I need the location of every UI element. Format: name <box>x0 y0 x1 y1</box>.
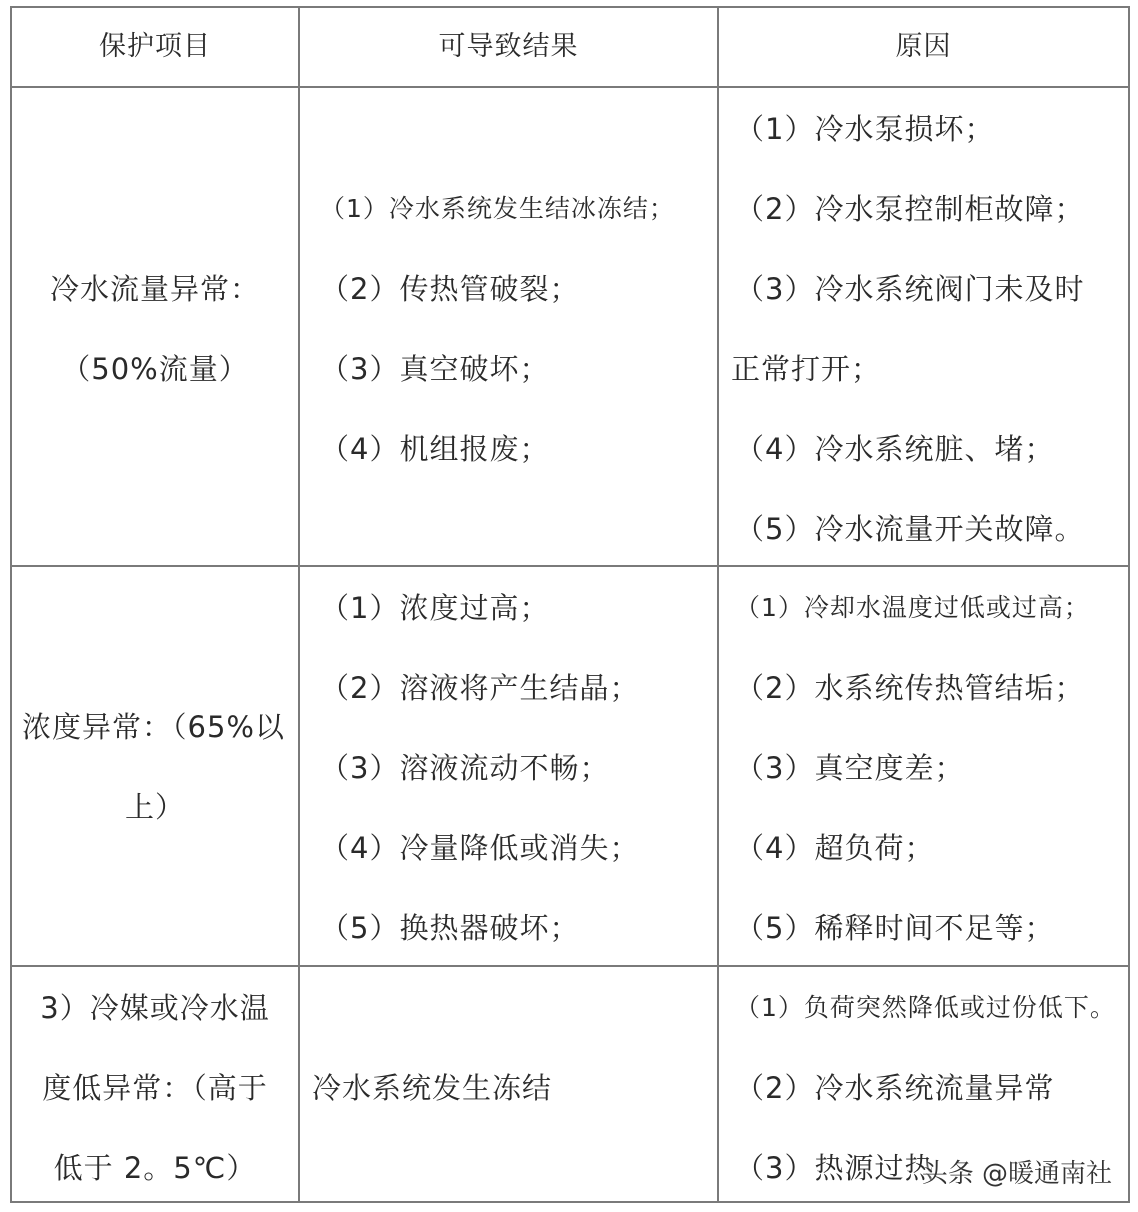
cause-text: （5）稀释时间不足等； <box>735 911 1055 945</box>
cause-text: （5）冷水流量开关故障。 <box>735 512 1085 546</box>
row1-cause-cell <box>719 88 1128 565</box>
cause-text: （2）冷水泵控制柜故障； <box>735 192 1085 226</box>
row3-result-cell <box>300 967 717 1201</box>
cause-text: 正常打开； <box>731 352 882 386</box>
result-text: （2）传热管破裂； <box>320 272 580 306</box>
result-text: （4）冷量降低或消失； <box>320 831 640 865</box>
item-text: （50%流量） <box>61 352 249 386</box>
item-text: 度低异常：（高于 <box>42 1071 268 1105</box>
result-text: （3）真空破坏； <box>320 352 550 386</box>
cause-text: （2）冷水系统流量异常 <box>735 1071 1055 1105</box>
cause-text: （4）冷水系统脏、堵； <box>735 432 1055 466</box>
item-text: 3）冷媒或冷水温 <box>40 991 270 1025</box>
cause-text: （1）冷却水温度过低或过高； <box>735 593 1090 622</box>
item-text: 上） <box>124 790 185 824</box>
result-text: （1）冷水系统发生结冰冻结； <box>320 194 675 223</box>
result-text: （2）溶液将产生结晶； <box>320 671 640 705</box>
item-text: 低于 2。5℃） <box>53 1151 257 1185</box>
cause-text: （1）负荷突然降低或过份低下。 <box>735 993 1116 1022</box>
result-text: 冷水系统发生冻结 <box>312 1071 553 1105</box>
row3-item-cell <box>12 967 298 1201</box>
header-cell-item <box>12 8 298 86</box>
cause-text: （3）冷水系统阀门未及时 <box>735 272 1085 306</box>
result-text: （1）浓度过高； <box>320 591 550 625</box>
header-label: 原因 <box>895 31 952 62</box>
row2-result-cell <box>300 567 717 965</box>
row2-item-cell <box>12 567 298 965</box>
header-cell-cause <box>719 8 1128 86</box>
item-text: 浓度异常：（65%以 <box>22 710 285 744</box>
header-label: 保护项目 <box>99 31 211 62</box>
result-text: （5）换热器破坏； <box>320 911 580 945</box>
protection-table <box>10 6 1130 1203</box>
cause-text: （2）水系统传热管结垢； <box>735 671 1085 705</box>
row2-cause-cell <box>719 567 1128 965</box>
result-text: （3）溶液流动不畅； <box>320 751 610 785</box>
cause-text: （3）真空度差； <box>735 751 965 785</box>
cause-text: （1）冷水泵损坏； <box>735 112 995 146</box>
row1-result-cell <box>300 88 717 565</box>
result-text: （4）机组报废； <box>320 432 550 466</box>
cause-text: （4）超负荷； <box>735 831 935 865</box>
header-label: 可导致结果 <box>438 31 579 62</box>
row1-item-cell <box>12 88 298 565</box>
watermark: 头条 @暖通南社 <box>921 1159 1112 1189</box>
item-text: 冷水流量异常： <box>49 272 260 306</box>
header-cell-result <box>300 8 717 86</box>
cause-text: （3）热源过热 <box>735 1151 935 1185</box>
